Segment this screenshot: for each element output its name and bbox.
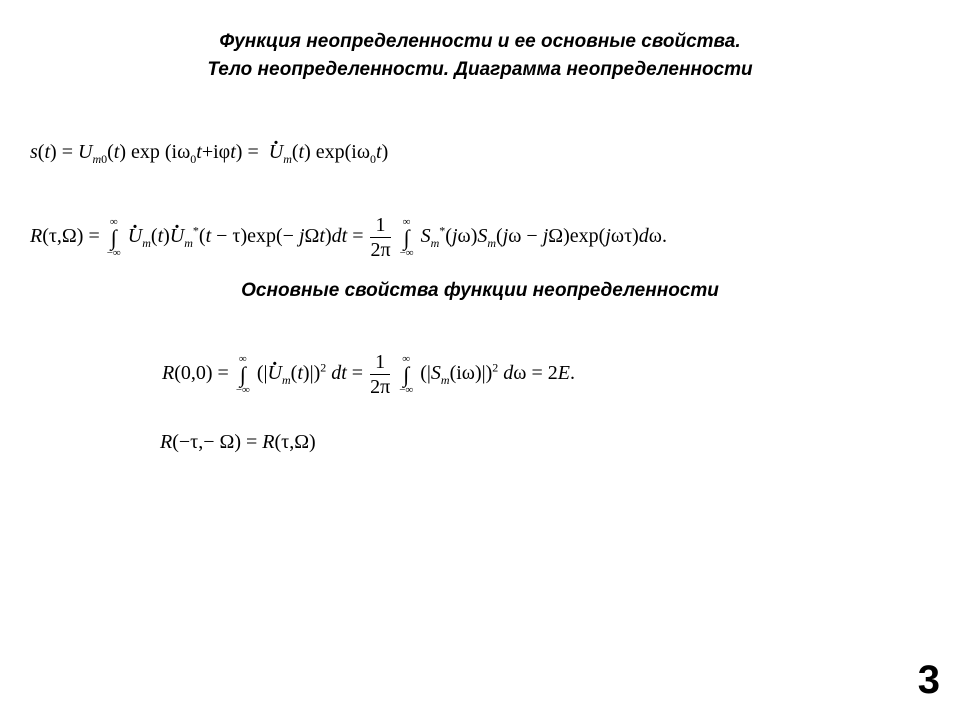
equation-signal: $s(t) = U_{m0}(t)$ $\exp (i\omega_0t+i\varphi t)$ = . $U_m(t)$ $\exp(i\omega_0t)$ (30, 140, 388, 171)
page-number: 3 (917, 658, 940, 702)
equation-ambiguity-function: R(τ,Ω) = ∞ ∫ −∞ . $U_m(t)$. $U_m^*(t - \tau)\exp(- j\Omega t)dt$ = $\frac{1}{2\pi}$ ∞ ∫ −∞ $S_m^*(j\omega)S_m(j\omega - j\Omega)\exp(j\omega\tau)d\omega$. (30, 213, 667, 262)
title-line-1: Функция неопределенности и ее основные свойства. (219, 31, 741, 52)
equation-energy-property: R(0,0) = ∞ ∫ −∞ (|. $U_m(t)|)^2$ dt = $\frac{1}{2\pi}$ ∞ ∫ −∞ $(|S_m(i\omega)|)^2$ dω = 2E. (162, 350, 575, 399)
equation-symmetry-property: R(−τ,− Ω) = R(τ,Ω) (160, 431, 316, 453)
section-title: Основные свойства функции неопределенности (241, 280, 719, 301)
title-line-2: Тело неопределенности. Диаграмма неопределенности (207, 59, 753, 80)
